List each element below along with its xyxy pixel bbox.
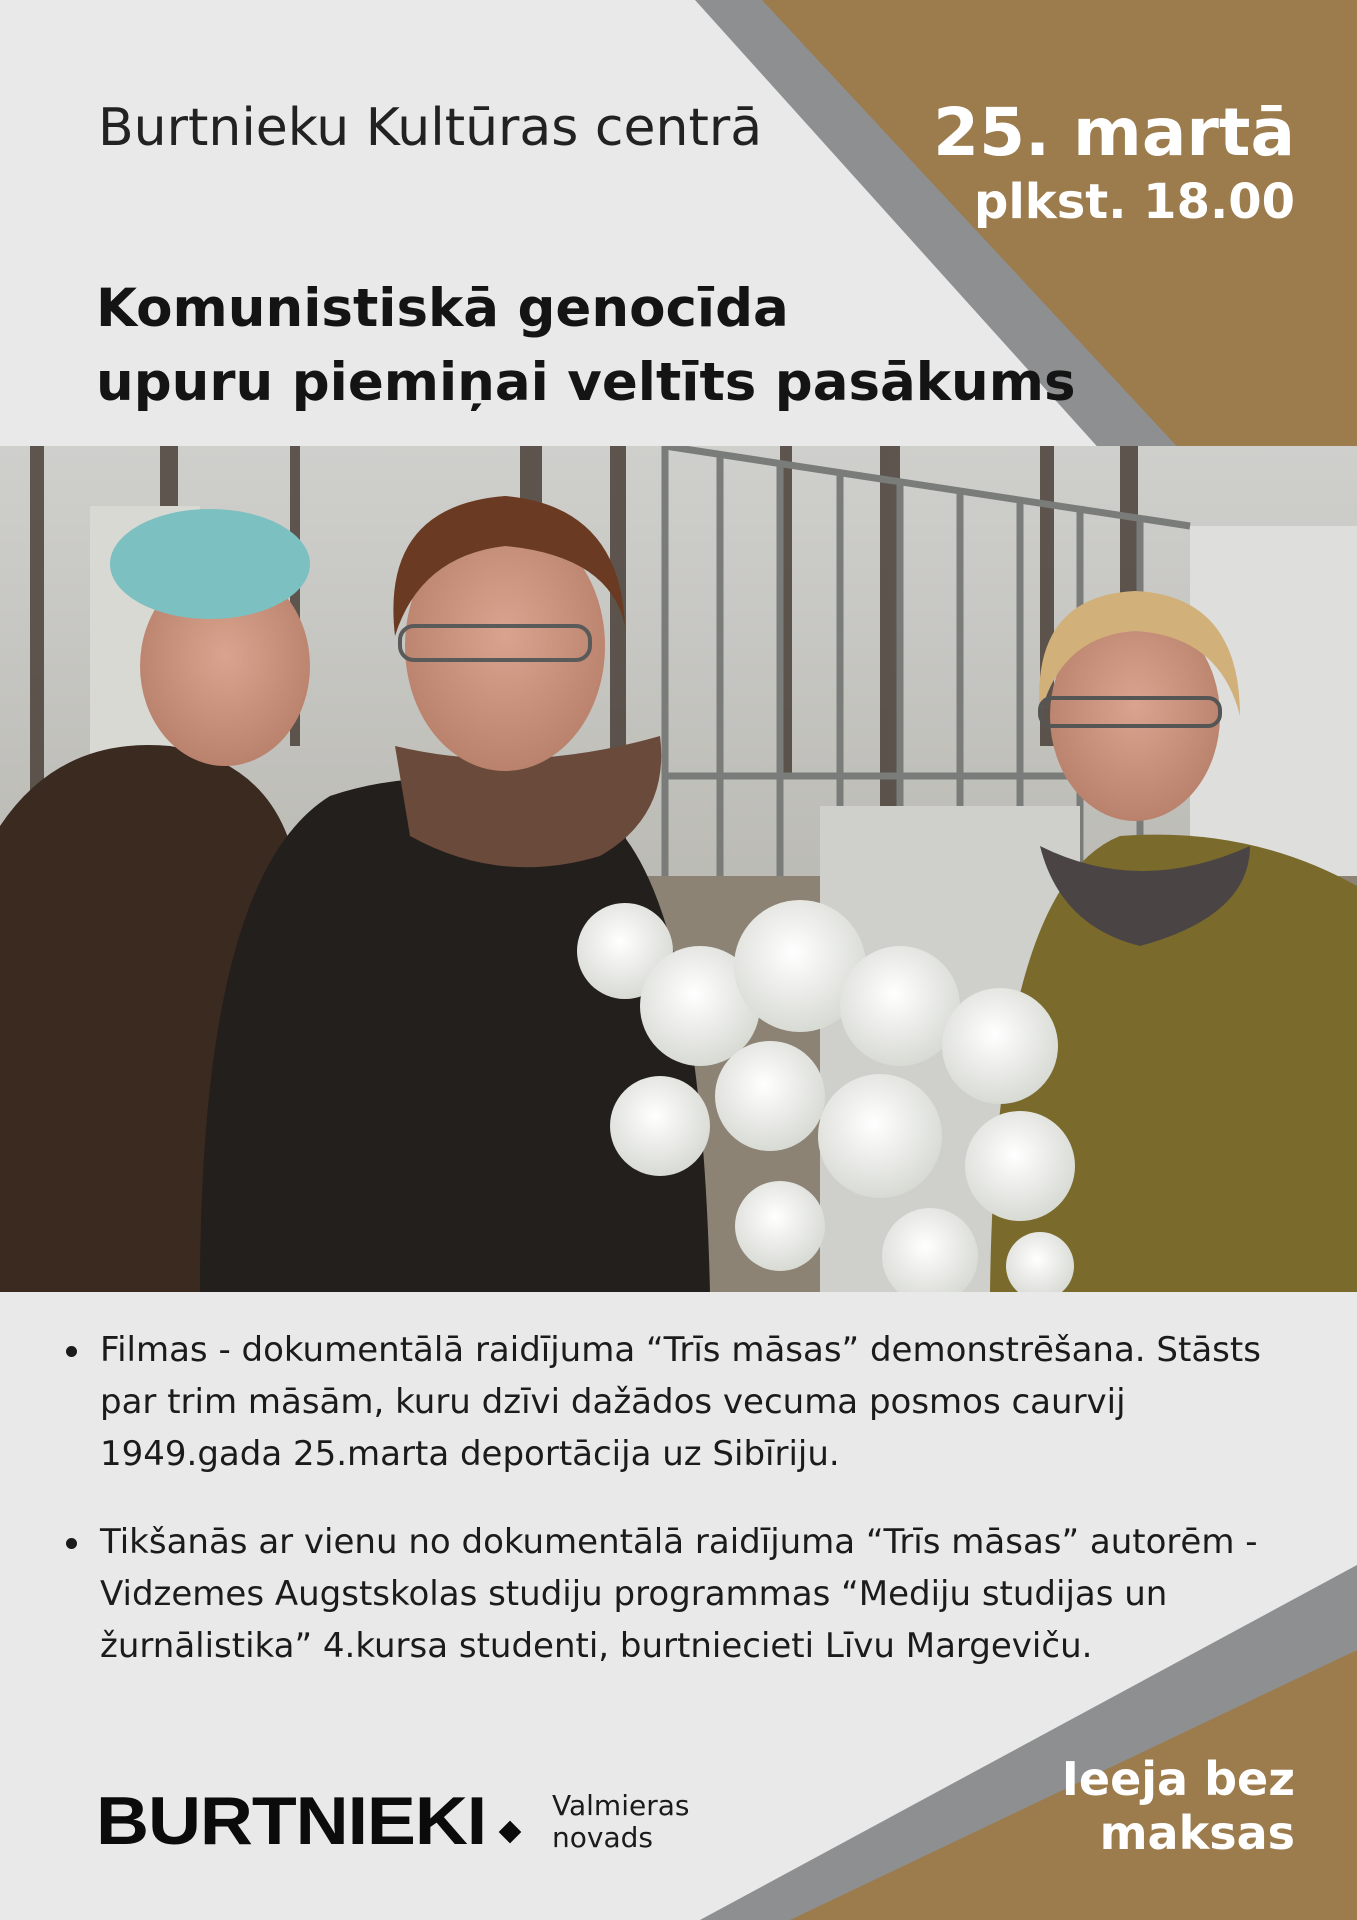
venue-text: Burtnieku Kultūras centrā xyxy=(98,98,763,158)
bullet-2-line-3: žurnālistika” 4.kursa studenti, burtniecieti Līvu Margeviču. xyxy=(100,1626,1093,1666)
list-item xyxy=(64,1516,1264,1672)
region-line-2: novads xyxy=(552,1821,653,1854)
event-time: plkst. 18.00 xyxy=(973,174,1295,230)
headline-line-1: Komunistiskā genocīda xyxy=(96,278,789,339)
bullet-2-line-2: Vidzemes Augstskolas studiju programmas “Mediju studijas un xyxy=(100,1574,1168,1614)
free-entry-label xyxy=(1062,1752,1295,1860)
bullet-1-line-1: Filmas - dokumentālā raidījuma “Trīs māsas” demonstrēšana. Stāsts xyxy=(100,1330,1261,1370)
event-headline xyxy=(96,272,1096,420)
free-line-1: Ieeja bez xyxy=(1061,1752,1295,1806)
region-line-1: Valmieras xyxy=(552,1789,690,1822)
free-line-2: maksas xyxy=(1099,1806,1295,1860)
logo-wordmark: BURTNIEKI xyxy=(96,1783,487,1859)
bullet-1-line-2: par trim māsām, kuru dzīvi dažādos vecuma posmos caurvij xyxy=(100,1382,1126,1422)
bullet-2-line-1: Tikšanās ar vienu no dokumentālā raidījuma “Trīs māsas” autorēm - xyxy=(100,1522,1258,1562)
photo-illustration xyxy=(0,446,1357,1292)
event-program-list xyxy=(64,1324,1264,1708)
event-day: 25. martā xyxy=(933,94,1295,171)
headline-line-2: upuru piemiņai veltīts pasākums xyxy=(96,352,1076,413)
bullet-1-line-3: 1949.gada 25.marta deportācija uz Sibīriju. xyxy=(100,1434,840,1474)
list-item xyxy=(64,1324,1264,1480)
region-label xyxy=(552,1790,689,1854)
event-date xyxy=(933,94,1295,230)
event-photo xyxy=(0,446,1357,1292)
